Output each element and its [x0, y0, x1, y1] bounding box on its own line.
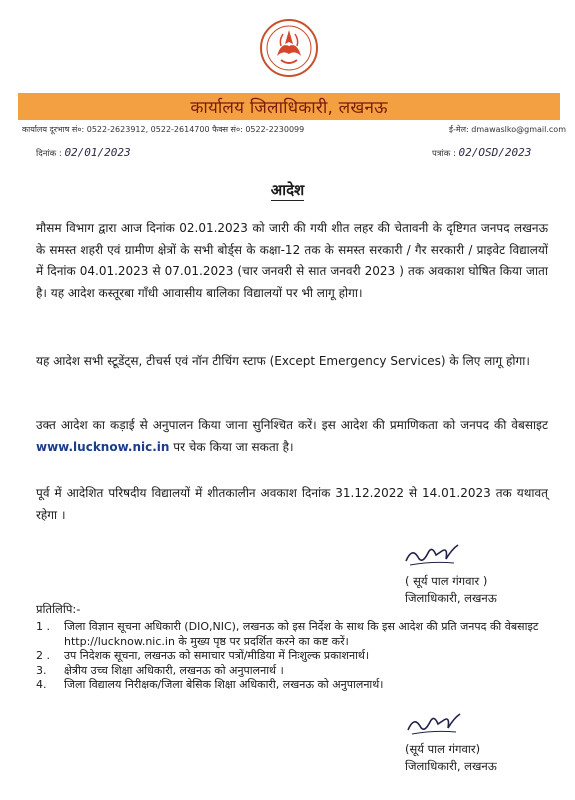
signatory-designation: जिलाधिकारी, लखनऊ: [405, 759, 497, 773]
office-banner: [18, 93, 560, 120]
signature-2: [404, 710, 464, 740]
list-item: 2 . उप निदेशक सूचना, लखनऊ को समाचार पत्रों/मीडिया में निःशुल्क प्रकाशनार्थ।: [36, 649, 370, 662]
letter-number-label: पत्रांक :: [432, 149, 456, 159]
signatory-designation: जिलाधिकारी, लखनऊ: [405, 591, 497, 605]
paragraph-3: उक्त आदेश का कड़ाई से अनुपालन किया जाना सुनिश्चित करें। इस आदेश की प्रमाणिकता को जनपद की वेबसाइट www.lucknow.nic.in पर चेक किया जा सकता है।: [36, 418, 548, 454]
cc-list: [36, 620, 556, 693]
paragraph-1: मौसम विभाग द्वारा आज दिनांक 02.01.2023 को जारी की गयी शीत लहर की चेतावनी के दृष्टिगत जनपद लखनऊ के समस्त शहरी एवं ग्रामीण क्षेत्रों के सभी बोर्ड्स के कक्षा-12 तक के समस्त सरकारी / गैर सरकारी / प्राइवेट विद्यालयों में दिनांक 04.01.2023 से 07.01.2023 (चार जनवरी से सात जनवरी 2023 ) तक अवकाश घोषित किया जाता है। यह आदेश कस्तूरबा गाँधी आवासीय बालिका विद्यालयों पर भी लागू होगा।: [36, 221, 548, 300]
list-item: 3. क्षेत्रीय उच्च शिक्षा अधिकारी, लखनऊ को अनुपालनार्थ ।: [36, 663, 284, 677]
office-title: कार्यालय जिलाधिकारी, लखनऊ: [190, 98, 388, 118]
signature-1-block: [405, 573, 497, 607]
letter-number-field: [432, 146, 531, 159]
up-government-emblem: [259, 16, 319, 80]
paragraph-2: यह आदेश सभी स्टूडेंट्स, टीचर्स एवं नॉन टीचिंग स्टाफ (Except Emergency Services) के लिए लागू होगा।: [36, 354, 530, 368]
signature-2-block: [405, 741, 497, 775]
phone-numbers: कार्यालय दूरभाष सं०: 0522-2623912, 0522-2614700 फैक्स सं०: 0522-2230099: [22, 125, 305, 134]
date-field: [36, 146, 131, 159]
paragraph-4: पूर्व में आदेशित परिषदीय विद्यालयों में शीतकालीन अवकाश दिनांक 31.12.2022 से 14.01.2023 तक यथावत् रहेगा ।: [36, 486, 548, 522]
list-item: 1 . जिला विज्ञान सूचना अधिकारी (DIO,NIC), लखनऊ को इस निर्देश के साथ कि इस आदेश की प्रति जनपद की वेबसाइट http://lucknow.nic.in के मुख्य पृष्ठ पर प्रदर्शित करने का कष्ट करें।: [36, 620, 539, 648]
date-label: दिनांक :: [36, 149, 62, 159]
contact-line: [22, 124, 566, 135]
order-title: आदेश: [270, 181, 305, 199]
email-address: ई-मेल: dmawaslko@gmail.com: [449, 125, 566, 134]
letter-number-value: 02/OSD/2023: [458, 146, 532, 159]
signature-1: [402, 541, 462, 571]
list-item: 4. जिला विद्यालय निरीक्षक/जिला बेसिक शिक्षा अधिकारी, लखनऊ को अनुपालनार्थ।: [36, 678, 384, 691]
signatory-name: ( सूर्य पाल गंगवार ): [405, 574, 488, 588]
cc-label: प्रतिलिपि:-: [36, 602, 81, 616]
website-link[interactable]: www.lucknow.nic.in: [36, 439, 170, 454]
date-value: 02/01/2023: [64, 146, 131, 159]
signatory-name: (सूर्य पाल गंगवार): [405, 742, 481, 756]
